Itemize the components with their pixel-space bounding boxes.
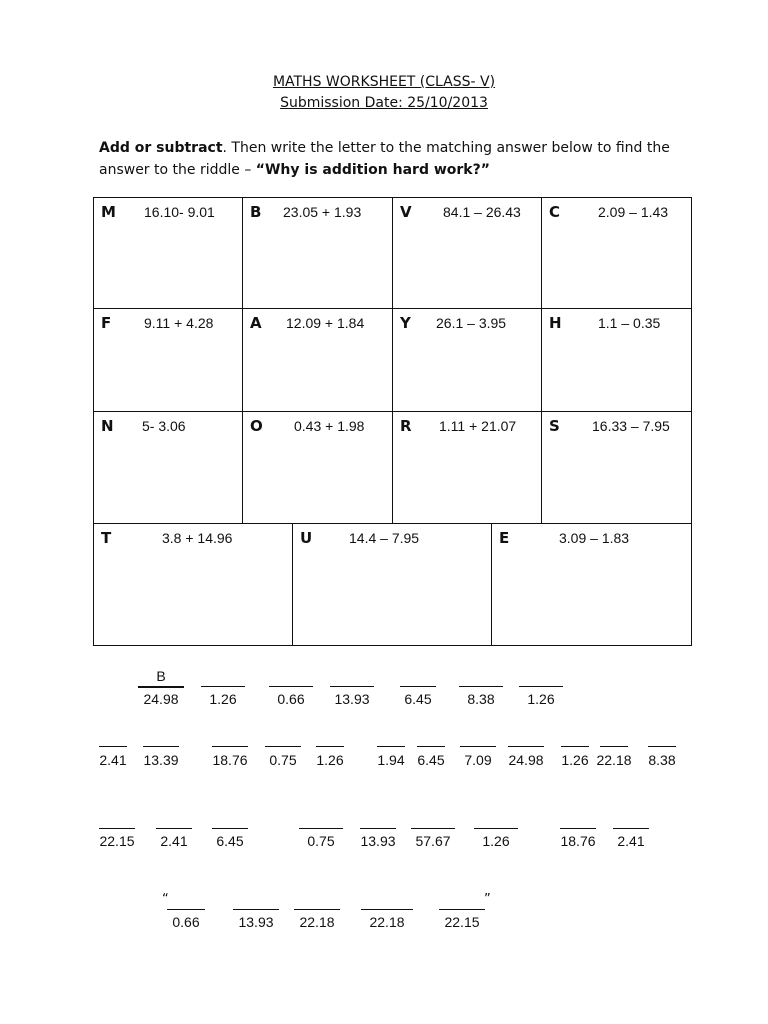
answer-blank[interactable] [269,686,313,687]
answer-blank[interactable] [460,746,496,747]
answer-blank[interactable] [233,909,279,910]
cell-expression: 12.09 + 1.84 [286,315,365,331]
problem-cell-t [94,524,293,646]
instructions-text: . Then write the letter to the matching answer below to find the answer to the riddle – [99,140,670,178]
cell-letter: N [101,417,114,435]
answer-number: 22.15 [99,833,135,849]
cell-letter: H [549,314,562,332]
cell-expression: 1.11 + 21.07 [439,418,517,434]
answer-number: 13.93 [360,833,396,849]
cell-letter: E [499,529,510,547]
cell-expression: 2.09 – 1.43 [598,204,669,220]
cell-letter: R [400,417,412,435]
cell-expression: 16.10- 9.01 [144,204,215,220]
answer-blank[interactable] [99,746,127,747]
problem-cell-m [94,198,243,309]
problem-cell-a [243,309,393,412]
cell-letter: U [300,529,313,547]
cell-expression: 3.09 – 1.83 [559,530,630,546]
cell-expression: 5- 3.06 [142,418,186,434]
problem-cell-c [542,198,692,309]
problem-grid [93,197,692,646]
answer-number: 2.41 [160,833,188,849]
answer-number: 24.98 [143,691,179,707]
answer-number: 22.15 [444,914,480,930]
answer-number: 0.66 [172,914,200,930]
answer-blank[interactable] [360,828,396,829]
answer-number: 18.76 [212,752,248,768]
answer-number: 57.67 [415,833,451,849]
answer-blank[interactable] [439,909,485,910]
cell-expression: 3.8 + 14.96 [162,530,233,546]
cell-expression: 9.11 + 4.28 [144,315,214,331]
answer-blank[interactable] [201,686,245,687]
close-quote: ” [484,892,491,907]
submission-date: Submission Date: 25/10/2013 [280,95,488,111]
instructions [99,137,699,181]
cell-expression: 26.1 – 3.95 [436,315,507,331]
answer-blank[interactable] [361,909,413,910]
problem-cell-b [243,198,393,309]
cell-letter: F [101,314,112,332]
answer-number: 2.41 [99,752,127,768]
answer-number: 13.93 [334,691,370,707]
answer-number: 8.38 [648,752,676,768]
answer-blank[interactable] [474,828,518,829]
answer-blank[interactable] [299,828,343,829]
cell-expression: 14.4 – 7.95 [349,530,420,546]
answer-number: 6.45 [417,752,445,768]
answer-blank[interactable] [561,746,589,747]
answer-blank[interactable] [519,686,563,687]
answer-blank[interactable] [265,746,301,747]
answer-blank[interactable] [648,746,676,747]
answer-number: 13.93 [238,914,274,930]
worksheet-title: MATHS WORKSHEET (CLASS- V) [272,74,496,90]
answer-number: 1.26 [316,752,344,768]
answer-blank[interactable] [459,686,503,687]
open-quote: “ [162,892,169,907]
cell-expression: 23.05 + 1.93 [283,204,362,220]
cell-letter: Y [400,314,411,332]
answer-number: 7.09 [464,752,492,768]
answer-blank[interactable] [143,746,179,747]
answer-blank[interactable] [99,828,135,829]
answer-number: 2.41 [617,833,645,849]
answer-blank[interactable] [167,909,205,910]
cell-expression: 84.1 – 26.43 [443,204,521,220]
answer-blank[interactable] [294,909,340,910]
problem-cell-u [293,524,492,646]
answer-number: 1.26 [561,752,589,768]
answer-number: 6.45 [216,833,244,849]
cell-letter: S [549,417,560,435]
cell-expression: 1.1 – 0.35 [598,315,661,331]
answer-blank[interactable] [212,828,248,829]
riddle-question: “Why is addition hard work?” [255,162,490,178]
answer-number: 0.66 [277,691,305,707]
answer-number: 1.26 [209,691,237,707]
cell-letter: T [101,529,112,547]
answer-number: 1.26 [527,691,555,707]
cell-letter: O [250,417,263,435]
answer-blank[interactable] [212,746,248,747]
answer-blank[interactable] [613,828,649,829]
answer-blank[interactable] [560,828,596,829]
answer-blank[interactable] [377,746,405,747]
answer-number: 8.38 [467,691,495,707]
cell-expression: 16.33 – 7.95 [592,418,670,434]
cell-letter: M [101,203,116,221]
answer-blank[interactable] [400,686,436,687]
answer-blank[interactable] [156,828,192,829]
answer-number: 22.18 [299,914,335,930]
cell-letter: A [250,314,262,332]
answer-blank[interactable] [411,828,455,829]
answer-number: 18.76 [560,833,596,849]
problem-cell-s [542,412,692,524]
problem-cell-n [94,412,243,524]
problem-cell-e [492,524,692,646]
problem-cell-f [94,309,243,412]
answer-number: 22.18 [596,752,632,768]
answer-number: 24.98 [508,752,544,768]
answer-number: 1.94 [377,752,405,768]
cell-letter: B [250,203,262,221]
answer-number: 1.26 [482,833,510,849]
answer-blank[interactable] [330,686,374,687]
problem-cell-v [393,198,542,309]
filled-letter: B [156,668,166,684]
answer-blank[interactable] [316,746,344,747]
problem-cell-o [243,412,393,524]
answer-number: 22.18 [369,914,405,930]
problem-cell-h [542,309,692,412]
cell-letter: C [549,203,561,221]
answer-number: 0.75 [307,833,335,849]
answer-blank[interactable] [508,746,544,747]
answer-number: 6.45 [404,691,432,707]
cell-letter: V [400,203,412,221]
cell-expression: 0.43 + 1.98 [294,418,365,434]
answer-blank[interactable] [600,746,628,747]
problem-cell-y [393,309,542,412]
answer-blank[interactable] [417,746,445,747]
instructions-bold: Add or subtract [99,140,223,156]
answer-number: 0.75 [269,752,297,768]
problem-cell-r [393,412,542,524]
answer-number: 13.39 [143,752,179,768]
answer-blank[interactable] [138,686,184,688]
